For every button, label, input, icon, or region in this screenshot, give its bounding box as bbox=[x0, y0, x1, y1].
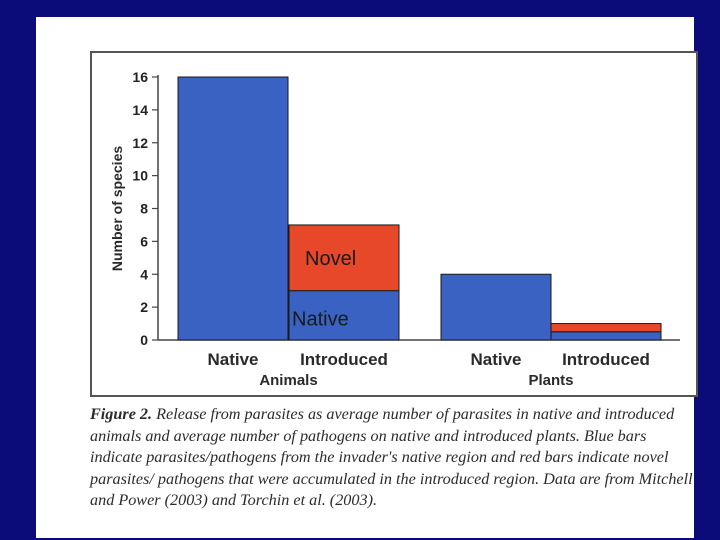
bar-native-2 bbox=[441, 274, 551, 340]
bar-chart bbox=[92, 53, 700, 399]
chart-plot-area bbox=[90, 51, 698, 397]
y-tick-label: 4 bbox=[140, 266, 148, 283]
y-tick-label: 8 bbox=[140, 200, 148, 217]
figure-label: Figure 2. bbox=[90, 405, 153, 423]
y-tick-label: 0 bbox=[140, 332, 148, 348]
x-category-label: Introduced bbox=[300, 350, 388, 369]
y-tick-label: 16 bbox=[132, 69, 148, 85]
annotation-native: Native bbox=[292, 308, 349, 331]
slide-frame bbox=[36, 17, 694, 538]
y-tick-label: 2 bbox=[140, 299, 148, 316]
y-tick-label: 14 bbox=[132, 101, 148, 118]
bar-novel-3 bbox=[551, 324, 661, 332]
bar-native-3 bbox=[551, 332, 661, 340]
x-category-label: Native bbox=[470, 350, 522, 369]
y-tick-label: 12 bbox=[132, 134, 148, 151]
y-tick-label: 10 bbox=[132, 167, 148, 184]
x-group-label: Plants bbox=[528, 372, 574, 389]
y-axis-title: Number of species bbox=[109, 145, 125, 272]
caption-text: Release from parasites as average number of parasites in native and introduced animals and average number of pathogens on native and introduced plants. Blue bars indicate parasites/pathogens from the invader's native region and red bars indicate novel parasites/ pathogens that were accumulated in the introduced region. Data are from Mitchell and Power (2003) and Torchin et al. (2003). bbox=[90, 405, 693, 509]
y-tick-label: 6 bbox=[140, 233, 148, 250]
bar-native-0 bbox=[178, 77, 288, 340]
x-group-label: Animals bbox=[259, 372, 318, 389]
figure-caption bbox=[90, 404, 700, 512]
x-category-label: Introduced bbox=[562, 350, 650, 369]
annotation-novel: Novel bbox=[305, 247, 357, 270]
x-category-label: Native bbox=[207, 350, 259, 369]
